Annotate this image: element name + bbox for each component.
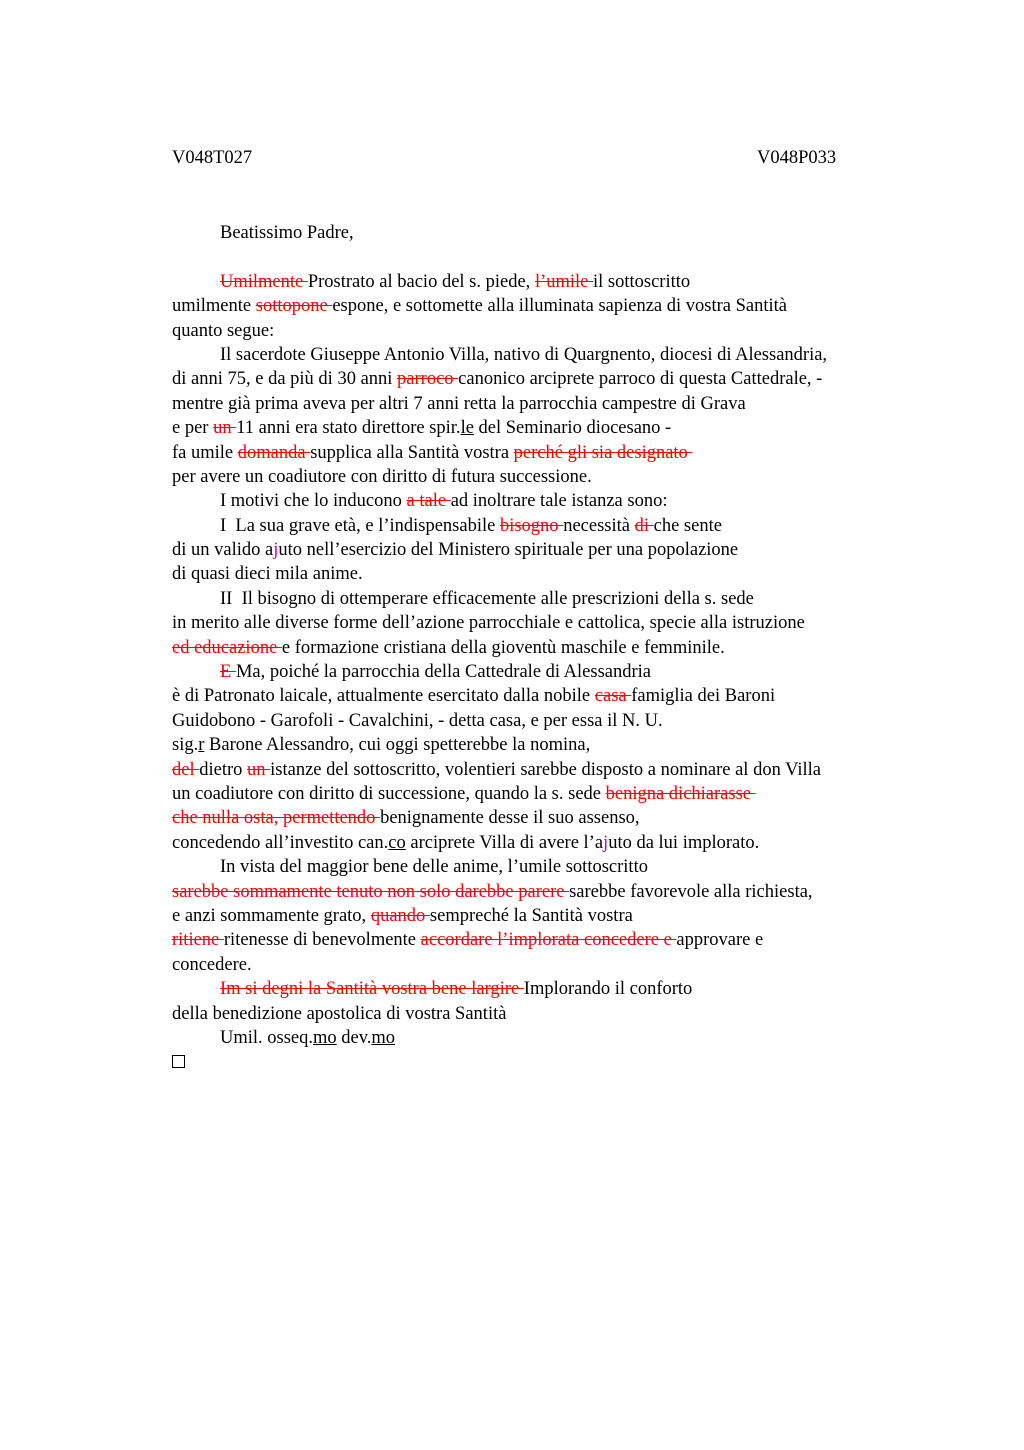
text-span: Prostrato al bacio del s. piede, — [307, 271, 535, 292]
deleted-text: sarebbe sommamente tenuto non solo darebbe parere — [172, 881, 570, 902]
text-span: uto nell’esercizio del Ministero spirituale per una popolazione — [278, 540, 739, 561]
text-span: supplica alla Santità vostra — [310, 442, 514, 463]
text-line — [172, 904, 952, 928]
text-span: per avere un coadiutore con diritto di futura successione. — [172, 466, 592, 487]
underlined-abbrev: r — [198, 735, 205, 756]
underlined-abbrev: mo — [313, 1027, 337, 1048]
underlined-abbrev: le — [460, 418, 474, 439]
text-line — [172, 538, 952, 562]
text-span: il sottoscritto — [593, 271, 691, 292]
text-span: e per — [172, 418, 214, 439]
underlined-abbrev: mo — [371, 1027, 396, 1048]
text-span: Il sacerdote Giuseppe Antonio Villa, nativo di Quargnento, diocesi di Alessandria, — [220, 344, 828, 365]
text-span: umilmente — [172, 296, 256, 317]
deleted-text: che nulla osta, permettendo — [172, 808, 381, 829]
text-span: concedendo all’investito can. — [172, 832, 389, 853]
text-span: Ma, poiché la parrocchia della Cattedrale di Alessandria — [235, 662, 651, 683]
text-line — [172, 392, 952, 416]
document-ref-right: V048P033 — [757, 148, 837, 168]
text-line — [172, 636, 952, 660]
text-line — [172, 562, 952, 586]
text-span: e formazione cristiana della gioventù maschile e femminile. — [281, 637, 725, 658]
text-span: Guidobono - Garofoli - Cavalchini, - detta casa, e per essa il N. U. — [172, 710, 663, 731]
text-line — [172, 294, 952, 318]
text-line — [172, 441, 952, 465]
text-span: 11 anni era stato direttore spir. — [236, 418, 461, 439]
deleted-text: casa — [594, 686, 632, 707]
text-span: famiglia dei Baroni — [631, 686, 776, 707]
text-span: necessità — [563, 515, 635, 536]
text-span: sig. — [172, 735, 199, 756]
deleted-text: ritiene — [172, 930, 224, 951]
text-span: è di Patronato laicale, attualmente esercitato dalla nobile — [172, 686, 595, 707]
text-line — [172, 587, 952, 611]
text-span: benignamente desse il suo assenso, — [380, 808, 640, 829]
text-span: di un valido a — [172, 540, 274, 561]
deleted-text: benigna dichiarasse — [605, 783, 756, 804]
text-span: dietro — [199, 759, 248, 780]
text-span: dev. — [336, 1027, 372, 1048]
deleted-text: un — [247, 759, 271, 780]
text-line — [172, 928, 952, 952]
text-span: espone, e sottomette alla illuminata sapienza di vostra Santità — [332, 296, 787, 317]
text-span: istanze del sottoscritto, volentieri sarebbe disposto a nominare al don Villa — [270, 759, 821, 780]
text-span: un coadiutore con diritto di successione, quando la s. sede — [172, 783, 606, 804]
deleted-text: bisogno — [499, 515, 564, 536]
text-span: Implorando il conforto — [523, 979, 693, 1000]
text-line — [172, 831, 952, 855]
document-ref-left: V048T027 — [172, 148, 253, 168]
text-span: mentre già prima aveva per altri 7 anni retta la parrocchia campestre di Grava — [172, 393, 746, 414]
text-span: che sente — [653, 515, 722, 536]
text-span: I motivi che lo inducono — [220, 491, 407, 512]
text-span: ritenesse di benevolmente — [223, 930, 421, 951]
text-line — [172, 880, 952, 904]
text-span: di anni 75, e da più di 30 anni — [172, 369, 398, 390]
text-line — [172, 465, 952, 489]
text-line — [172, 270, 952, 294]
text-line — [172, 319, 952, 343]
deleted-text: sottopone — [255, 296, 333, 317]
text-span: approvare e — [676, 930, 764, 951]
text-span: In vista del maggior bene delle anime, l’umile sottoscritto — [220, 857, 648, 878]
deleted-text: di — [634, 515, 654, 536]
text-span: concedere. — [172, 954, 252, 975]
text-span: in merito alle diverse forme dell’azione parrocchiale e cattolica, specie alla istruzione — [172, 613, 805, 634]
underlined-abbrev: co — [388, 832, 406, 853]
text-line — [172, 514, 952, 538]
text-line — [172, 343, 952, 367]
inserted-letter: j — [603, 832, 609, 853]
text-span: arciprete Villa di avere l’a — [405, 832, 604, 853]
text-span: canonico arciprete parroco di questa Cattedrale, - — [458, 369, 823, 390]
text-span: sarebbe favorevole alla richiesta, — [569, 881, 813, 902]
deleted-text: E — [220, 662, 236, 683]
text-line — [172, 953, 952, 977]
text-line — [172, 489, 952, 513]
deleted-text: parroco — [397, 369, 459, 390]
deleted-text: del — [172, 759, 200, 780]
deleted-text: un — [213, 418, 237, 439]
checkbox-icon — [172, 1055, 185, 1068]
deleted-text: ed educazione — [172, 637, 282, 658]
text-span: quanto segue: — [172, 320, 275, 341]
text-span: sempreché la Santità vostra — [429, 905, 633, 926]
text-line — [172, 367, 952, 391]
deleted-text: perché gli sia designato — [513, 442, 693, 463]
text-line — [172, 684, 952, 708]
text-line — [172, 1002, 952, 1026]
text-span: uto da lui implorato. — [608, 832, 760, 853]
text-line — [172, 709, 952, 733]
text-span: Umil. osseq. — [220, 1027, 314, 1048]
text-line — [172, 977, 952, 1001]
blank-line — [172, 245, 952, 269]
checkbox-line — [172, 1050, 952, 1074]
salutation: Beatissimo Padre, — [220, 223, 354, 243]
letter-body — [172, 221, 952, 1075]
text-line — [172, 733, 952, 757]
text-line — [172, 782, 952, 806]
inserted-letter: j — [273, 540, 279, 561]
deleted-text: Im si degni la Santità vostra bene largire — [220, 979, 524, 1000]
text-line — [172, 611, 952, 635]
text-line — [172, 416, 952, 440]
text-span: Barone Alessandro, cui oggi spetterebbe la nomina, — [204, 735, 591, 756]
text-line — [172, 806, 952, 830]
text-line — [172, 758, 952, 782]
deleted-text: accordare l’implorata concedere e — [420, 930, 677, 951]
text-span: fa umile — [172, 442, 238, 463]
deleted-text: l’umile — [534, 271, 593, 292]
closing-line — [172, 1026, 952, 1050]
text-span: II Il bisogno di ottemperare efficacemente alle prescrizioni della s. sede — [220, 588, 754, 609]
text-span: di quasi dieci mila anime. — [172, 564, 363, 585]
deleted-text: a tale — [406, 491, 451, 512]
deleted-text: Umilmente — [220, 271, 308, 292]
deleted-text: quando — [370, 905, 430, 926]
deleted-text: domanda — [237, 442, 311, 463]
text-span: del Seminario diocesano - — [473, 418, 672, 439]
text-line — [172, 660, 952, 684]
text-span: e anzi sommamente grato, — [172, 905, 371, 926]
text-line — [172, 855, 952, 879]
text-span: ad inoltrare tale istanza sono: — [450, 491, 668, 512]
text-span: della benedizione apostolica di vostra Santità — [172, 1003, 507, 1024]
text-span: I La sua grave età, e l’indispensabile — [220, 515, 500, 536]
